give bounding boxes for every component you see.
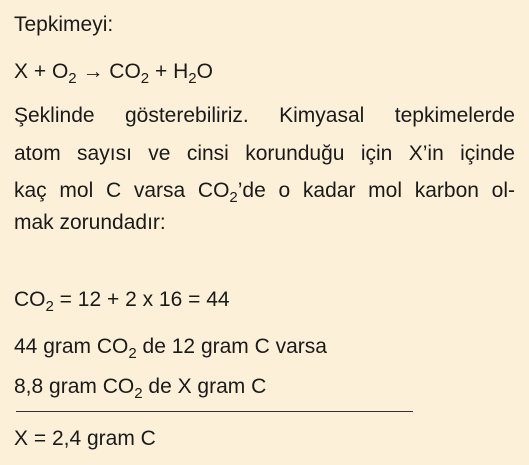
explanation-line-2: atom sayısı ve cinsi korunduğu için X’in içinde — [14, 142, 515, 165]
explanation-line-4: mak zorundadır: — [14, 211, 166, 234]
intro-label: Tepkimeyi: — [14, 13, 114, 36]
divider-line — [16, 411, 413, 412]
explanation-line-3: kaç mol C varsa $CO_2’de$ o kadar mol karbon ol- — [14, 179, 515, 206]
reaction-equation: $X + O_2 \to CO_2 + H_2O$ — [14, 60, 213, 87]
proportion-line-2: 8,8 gram $CO_2$ de X gram C — [14, 375, 267, 402]
molar-mass-calculation: $CO_2 = 12 + 2$ x 16 = 44 — [14, 288, 230, 315]
proportion-line-1: 44 gram $CO_2$ de 12 gram C varsa — [14, 335, 327, 362]
solution-text-block — [14, 0, 519, 465]
result-line: X = 2,4 gram C — [14, 427, 156, 450]
explanation-line-1: Şeklinde gösterebiliriz. Kimyasal tepkimelerde — [14, 104, 515, 127]
